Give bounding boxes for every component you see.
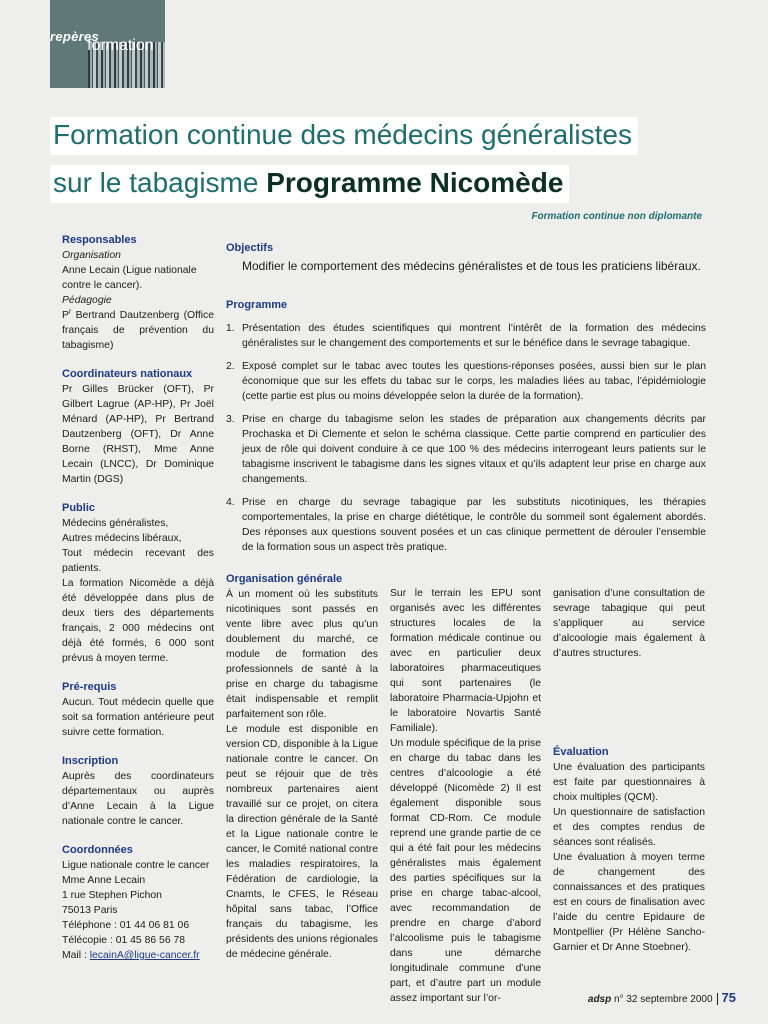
organisation-label: Organisation — [62, 250, 121, 261]
programme-item — [226, 321, 706, 351]
organisation-text: Anne Lecain (Ligue nationale contre le cancer). — [62, 265, 197, 291]
programme-list — [226, 321, 706, 555]
item-number: 1. — [226, 323, 235, 334]
coordonnees-line: 1 rue Stephen Pichon — [62, 890, 162, 901]
programme-item — [226, 412, 706, 487]
objectifs-heading: Objectifs — [226, 242, 274, 254]
evaluation-paragraph: Une évaluation des participants est faite par questionnaires à choix multiples (QCM). — [553, 762, 705, 803]
phone-line: Téléphone : 01 44 06 81 06 — [62, 920, 190, 931]
item-text: Présentation des études scientifiques qui montrent l’intérêt de la formation des médecins généralistes sur le changement des comportements et sur le bénéfice dans le sevrage tabagique. — [242, 323, 706, 349]
organisation-heading: Organisation générale — [226, 573, 343, 585]
organisation-column-3 — [553, 586, 705, 955]
prerequis-text: Aucun. Tout médecin quelle que soit sa formation antérieure peut suivre cette formation. — [62, 697, 214, 738]
item-number: 2. — [226, 361, 235, 372]
item-text: Prise en charge du sevrage tabagique par les substituts nicotiniques, les thérapies comportementales, la prise en charge diététique, le contrôle du sommeil sont également abordés. Des réponses aux questions souvent posées et un cas clinique permettent de dérouler l’ensemble de la formation sous un aspect très pratique. — [242, 497, 706, 553]
prerequis-heading: Pré-requis — [62, 681, 117, 693]
page-footer — [588, 990, 736, 1005]
public-heading: Public — [62, 502, 96, 514]
email-link[interactable]: lecainA@ligue-cancer.fr — [89, 950, 200, 961]
page-title-line-2 — [50, 165, 569, 203]
inscription-text: Auprès des coordinateurs départementaux ou auprès d’Anne Lecain à la Ligue nationale contre le cancer. — [62, 771, 214, 827]
organisation-column-1 — [226, 572, 378, 962]
programme-item — [226, 359, 706, 404]
title-program-name: Programme Nicomède — [266, 167, 564, 198]
item-text: Prise en charge du tabagisme selon les stades de préparation aux changements décrits par Prochaska et Di Clemente et selon le schéma classique. Cette partie comprend en particulier des jeux de rôle qui doivent conduire à ce que 100 % des médecins interrogeant leurs patients sur le tabagisme inscrivent le tabagisme dans les signes vitaux et qu’ils adaptent leur prise en charge aux changements. — [242, 414, 706, 485]
organisation-paragraph: À un moment où les substituts nicotiniques sont passés en vente libre avec plus qu’un doublement du marché, ce module de formation des professionnels de santé à la prise en charge du tabagisme était indispensable et remplit parfaitement son rôle. — [226, 589, 378, 720]
section-label: repères — [50, 29, 100, 44]
objectifs-text: Modifier le comportement des médecins généralistes et de tous les praticiens libéraux. — [242, 259, 701, 273]
formation-type-tag: Formation continue non diplomante — [531, 211, 702, 222]
coordonnees-heading: Coordonnées — [62, 844, 133, 856]
fax-line: Télécopie : 01 45 86 56 78 — [62, 935, 186, 946]
item-number: 3. — [226, 414, 235, 425]
item-number: 4. — [226, 497, 235, 508]
evaluation-paragraph: Une évaluation à moyen terme de changement des connaissances et des pratiques est en cours de finalisation avec l’aide du centre Epidaure de Montpellier (Pr Hélène Sancho-Garnier et Dr Anne Stoebner). — [553, 852, 705, 953]
main-column — [226, 241, 706, 563]
coordonnees-line: Ligue nationale contre le cancer — [62, 860, 210, 871]
journal-brand: adsp — [587, 994, 612, 1005]
mail-line — [62, 948, 214, 963]
coordinateurs-heading: Coordinateurs nationaux — [62, 368, 193, 380]
coordonnees-line: 75013 Paris — [62, 905, 118, 916]
programme-heading: Programme — [226, 299, 288, 311]
organisation-column-2 — [390, 586, 541, 1006]
inscription-heading: Inscription — [62, 755, 119, 767]
organisation-paragraph: Le module est disponible en version CD, disponible à la Ligue nationale contre le cancer. On peut se réjouir que de très nombreux partenaires aient travaillé sur ce projet, on citera la direction générale de la Santé et la Ligue nationale contre le cancer, le Comité national contre les maladies respiratoires, la Fédération de cardiologie, la Cnamts, le CFES, le Réseau hôpital sans tabac, l’Office français du tabagisme, les présidents des unions régionales de médecine générale. — [226, 724, 378, 960]
organisation-paragraph: ganisation d’une consultation de sevrage tabagique qui peut s’appliquer au service d’alcoologie mais également à d’autres structures. — [553, 588, 705, 659]
pedagogie-title-prefix: P — [62, 310, 69, 321]
evaluation-paragraph: Un questionnaire de satisfaction et des comptes rendus de séances sont réalisés. — [553, 807, 705, 848]
public-note: La formation Nicomède a déjà été développée dans plus de deux tiers des départements français, 2 000 médecins ont déjà été formés, 6 000 sont prévus à moyen terme. — [62, 578, 214, 664]
public-line: Tout médecin recevant des patients. — [62, 548, 214, 574]
coordonnees-line: Mme Anne Lecain — [62, 875, 146, 886]
programme-item — [226, 495, 706, 555]
issue-info: n° 32 septembre 2000 — [611, 994, 713, 1005]
organisation-paragraph: Sur le terrain les EPU sont organisés avec les différentes structures locales de la formation médicale continue ou avec en particulier deux laboratoires pharmaceutiques qui sont partenaires (le laboratoire Pharmacia-Upjohn et le laboratoire Novartis Santé Familiale). — [390, 588, 541, 734]
item-text: Exposé complet sur le tabac avec toutes les questions-réponses posées, aussi bien sur le plan économique que sur les effets du tabac sur le corps, les maladies liées au tabac, l’épidémiologie (cette partie est plus ou moins développée selon la durée de la formation). — [242, 361, 706, 402]
pedagogie-name: Bertrand Dautzenberg (Office français de prévention du tabagisme) — [62, 310, 214, 351]
mail-label: Mail : — [62, 950, 90, 961]
footer-divider — [717, 993, 718, 1005]
page-title-line-1: Formation continue des médecins généralistes — [50, 117, 638, 155]
responsables-heading: Responsables — [62, 234, 137, 246]
sidebar — [62, 233, 214, 963]
subsection-label: formation — [87, 37, 154, 54]
pedagogie-label: Pédagogie — [62, 295, 112, 306]
public-line: Autres médecins libéraux, — [62, 533, 182, 544]
public-line: Médecins généralistes, — [62, 518, 169, 529]
page-number: 75 — [721, 990, 736, 1005]
title-plain: sur le tabagisme — [53, 167, 267, 198]
evaluation-heading: Évaluation — [553, 746, 609, 758]
coordinateurs-text: Pr Gilles Brücker (OFT), Pr Gilbert Lagrue (AP-HP), Pr Joël Ménard (AP-HP), Pr Bertrand Dautzenberg (OFT), Dr Anne Borne (RHST), Mme Anne Lecain (LNCC), Dr Dominique Martin (DGS) — [62, 384, 214, 485]
organisation-paragraph: Un module spécifique de la prise en charge du tabac dans les centres d’alcoologie a été développé (Nicomède 2) Il est également disponible sous format CD-Rom. Ce module reprend une grande partie de ce qui a été fait pour les médecins généralistes mais également des parties spécifiques sur la prise en charge tabac-alcool, avec recommandation de prendre en charge d’abord l’alcoolisme puis le tabagisme dans une démarche longitudinale commune d’une part, et d’autre part un module assez important sur l’or- — [390, 738, 541, 1004]
pedagogie-text: $P^r$ Bertrand Dautzenberg (Office français de prévention du tabagisme) — [62, 308, 214, 351]
